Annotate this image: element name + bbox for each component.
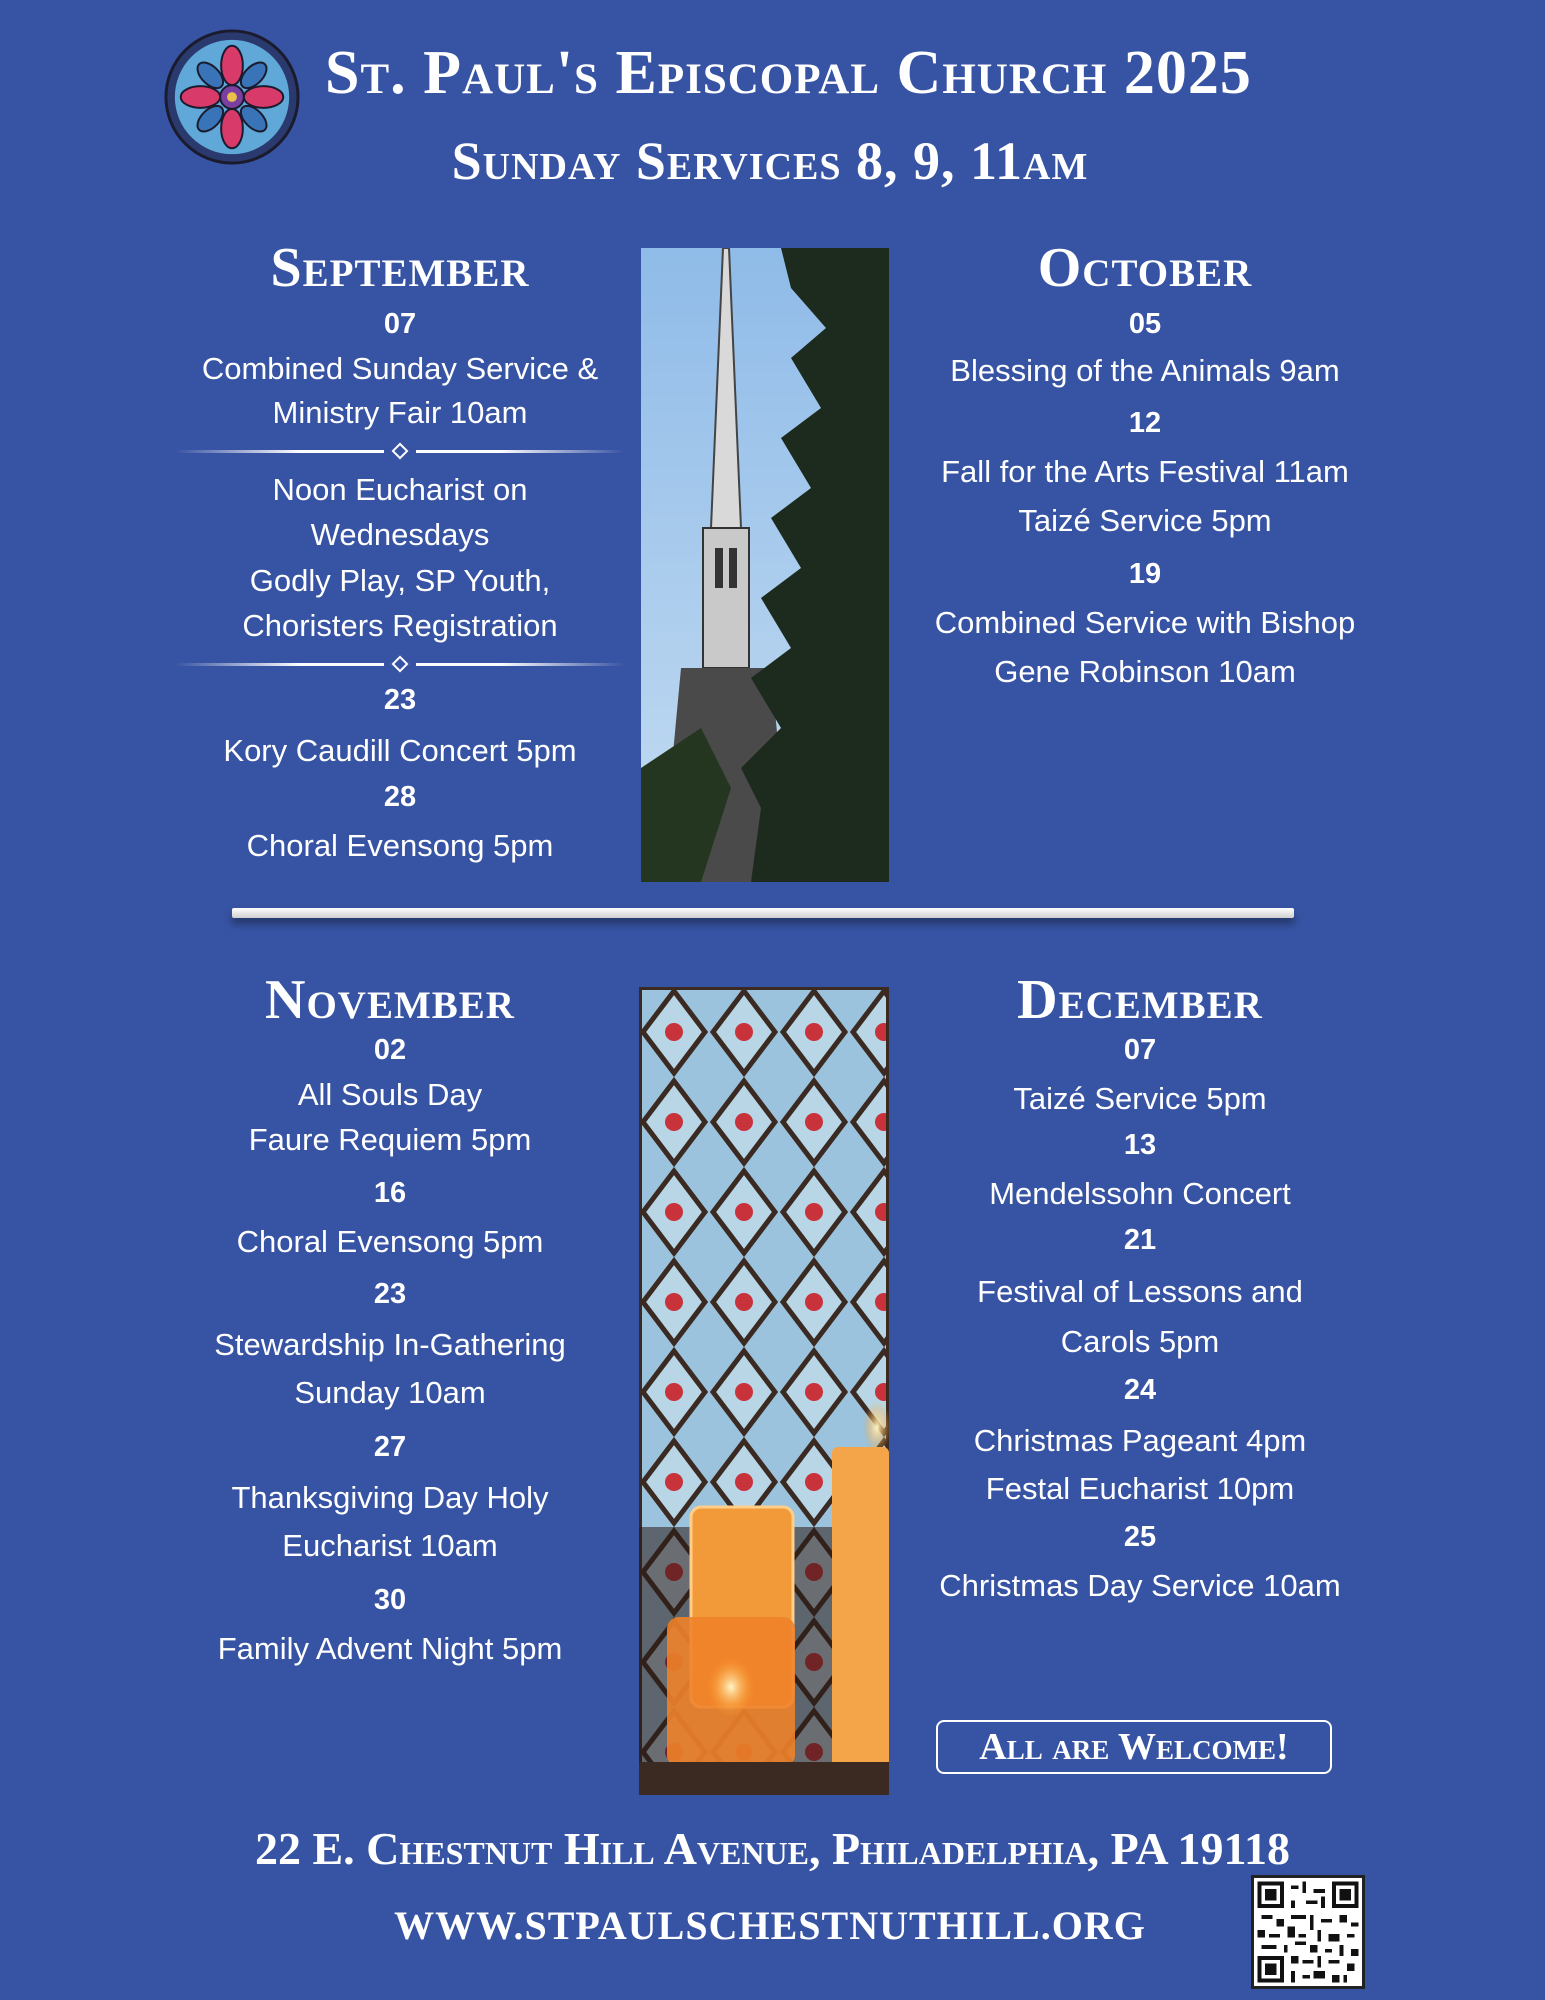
ornamental-divider (175, 443, 625, 459)
event-line: Gene Robinson 10am (994, 653, 1296, 689)
event-text: Mendelssohn Concert (989, 1176, 1291, 1212)
month-heading-november: November (265, 969, 515, 1031)
event-date: 07 (383, 308, 417, 340)
month-heading-october: October (1037, 237, 1253, 299)
event-text (175, 347, 625, 435)
event-date: 30 (373, 1584, 407, 1617)
event-text: Choral Evensong 5pm (246, 828, 554, 864)
church-website-link[interactable]: WWW.STPAULSCHESTNUTHILL.ORG (394, 1903, 1146, 1948)
event-line: Festal Eucharist 10pm (985, 1471, 1295, 1507)
event-date: 28 (383, 781, 417, 814)
november-column (165, 969, 615, 1671)
page-title: St. Paul's Episcopal Church 2025 (325, 39, 1252, 107)
event-line: Thanksgiving Day Holy (231, 1479, 549, 1515)
event-text (905, 448, 1385, 546)
welcome-badge: All are Welcome! (936, 1720, 1332, 1774)
event-text (165, 1073, 615, 1163)
event-text: Blessing of the Animals 9am (950, 353, 1340, 388)
section-divider (232, 908, 1294, 918)
qr-code[interactable] (1251, 1875, 1365, 1989)
event-date: 23 (383, 684, 417, 717)
event-date: 24 (1123, 1374, 1157, 1407)
event-date: 02 (373, 1034, 407, 1066)
event-text: Choral Evensong 5pm (236, 1223, 544, 1259)
event-date: 19 (1128, 557, 1162, 590)
september-column (175, 237, 625, 868)
church-spire-photo (641, 248, 889, 882)
event-line: Noon Eucharist on (272, 472, 528, 508)
page-subtitle: Sunday Services 8, 9, 11am (451, 131, 1089, 191)
month-heading-december: December (1017, 969, 1263, 1031)
event-line: Ministry Fair 10am (272, 395, 528, 431)
event-line: Carols 5pm (1060, 1323, 1220, 1359)
event-date: 12 (1128, 407, 1162, 440)
december-column (905, 969, 1375, 1608)
stained-glass-candles-photo (639, 987, 889, 1795)
ornamental-divider (175, 656, 625, 672)
event-text: Taizé Service 5pm (1013, 1081, 1267, 1116)
event-date: 21 (1123, 1224, 1157, 1257)
event-date: 16 (373, 1176, 407, 1209)
event-text: Christmas Day Service 10am (939, 1568, 1341, 1604)
event-date: 25 (1123, 1521, 1157, 1554)
event-text (175, 467, 625, 648)
event-line: Godly Play, SP Youth, (249, 562, 551, 598)
event-date: 05 (1128, 308, 1162, 340)
month-heading-september: September (270, 237, 530, 299)
church-address: 22 E. Chestnut Hill Avenue, Philadelphia, PA 19118 (255, 1823, 1290, 1874)
event-text (905, 1267, 1375, 1366)
event-text: Family Advent Night 5pm (217, 1631, 563, 1667)
event-date: 13 (1123, 1129, 1157, 1162)
event-text (165, 1321, 615, 1417)
event-line: Eucharist 10am (282, 1528, 498, 1564)
event-text (905, 1417, 1375, 1513)
event-text (165, 1474, 615, 1570)
event-line: Sunday 10am (294, 1374, 486, 1410)
event-line: Stewardship In-Gathering (214, 1326, 566, 1362)
event-line: Faure Requiem 5pm (248, 1121, 532, 1157)
event-line: Christmas Pageant 4pm (973, 1423, 1307, 1459)
event-line: Combined Service with Bishop (934, 604, 1356, 640)
event-date: 27 (373, 1430, 407, 1463)
event-line: All Souls Day (297, 1077, 483, 1112)
event-line: Combined Sunday Service & (201, 351, 599, 386)
event-line: Wednesdays (310, 517, 490, 553)
stained-glass-rosette-icon (163, 28, 301, 166)
event-line: Festival of Lessons and (977, 1274, 1303, 1310)
event-text (905, 599, 1385, 697)
event-line: Choristers Registration (242, 607, 558, 643)
event-line: Fall for the Arts Festival 11am (941, 454, 1349, 490)
event-date: 07 (1123, 1034, 1157, 1066)
event-line: Taizé Service 5pm (1018, 502, 1272, 538)
event-text: Kory Caudill Concert 5pm (223, 733, 577, 769)
october-column (905, 237, 1385, 697)
event-date: 23 (373, 1277, 407, 1310)
